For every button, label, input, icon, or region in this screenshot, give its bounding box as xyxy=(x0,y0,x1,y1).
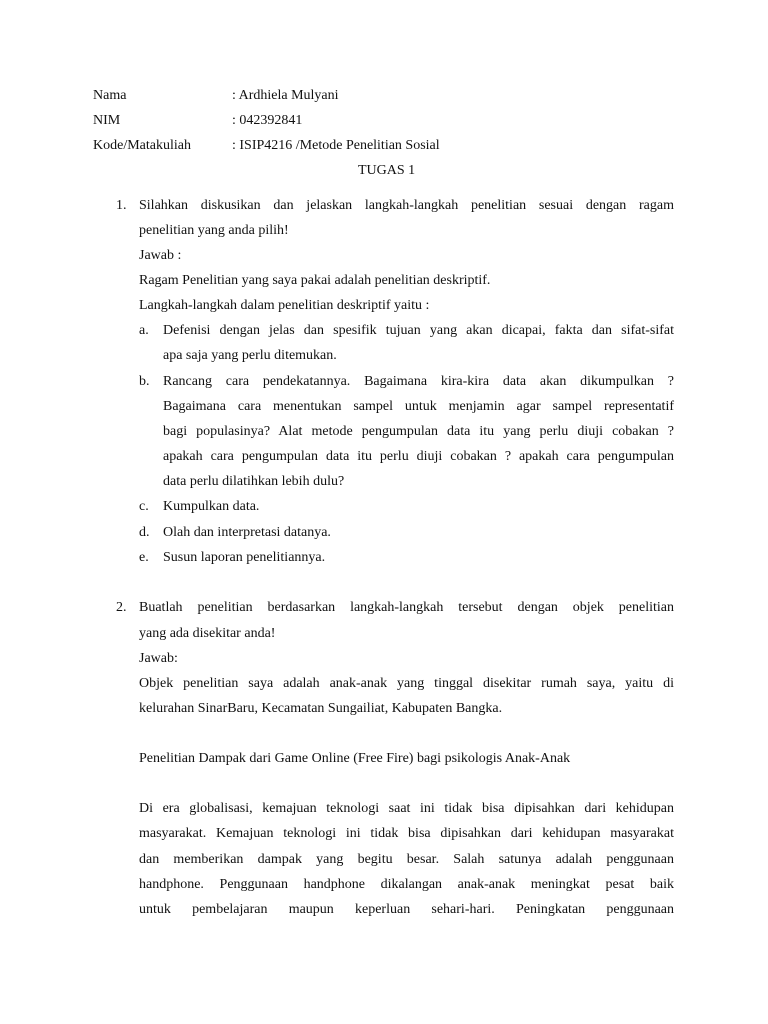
research-title: Penelitian Dampak dari Game Online (Free Fire) bagi psikologis Anak-Anak xyxy=(139,751,571,766)
question-1-line: Silahkan diskusikan dan jelaskan langkah-langkah penelitian sesuai dengan ragam xyxy=(139,198,674,213)
paragraph-line: untuk pembelajaran maupun keperluan sehari-hari. Peningkatan penggunaan xyxy=(139,902,674,917)
page-title: TUGAS 1 xyxy=(358,163,416,178)
list-item-line: Rancang cara pendekatannya. Bagaimana kira-kira data akan dikumpulkan ? xyxy=(163,374,674,389)
list-marker: c. xyxy=(139,499,149,514)
question-1-line: penelitian yang anda pilih! xyxy=(139,223,289,238)
steps-intro: Langkah-langkah dalam penelitian deskriptif yaitu : xyxy=(139,298,430,313)
list-marker: b. xyxy=(139,374,150,389)
list-item-line: apakah cara pengumpulan data itu perlu diuji cobakan ? apakah cara pengumpulan xyxy=(163,449,674,464)
answer-line: kelurahan SinarBaru, Kecamatan Sungailiat, Kabupaten Bangka. xyxy=(139,701,503,716)
list-item-line: Olah dan interpretasi datanya. xyxy=(163,525,331,540)
list-marker: e. xyxy=(139,550,149,565)
list-marker: a. xyxy=(139,323,149,338)
answer-label: Jawab : xyxy=(139,248,182,263)
question-2-line: Buatlah penelitian berdasarkan langkah-langkah tersebut dengan objek penelitian xyxy=(139,600,674,615)
paragraph-line: handphone. Penggunaan handphone dikalangan anak-anak meningkat pesat baik xyxy=(139,877,674,892)
question-number: 2. xyxy=(116,600,127,615)
list-item-line: bagi populasinya? Alat metode pengumpulan data itu yang perlu diuji cobakan ? xyxy=(163,424,674,439)
list-marker: d. xyxy=(139,525,150,540)
header-label-course: Kode/Matakuliah xyxy=(93,138,191,153)
answer-label: Jawab: xyxy=(139,651,178,666)
header-value-course: : ISIP4216 /Metode Penelitian Sosial xyxy=(232,138,440,153)
answer-line: Objek penelitian saya adalah anak-anak yang tinggal disekitar rumah saya, yaitu di xyxy=(139,676,674,691)
answer-intro: Ragam Penelitian yang saya pakai adalah penelitian deskriptif. xyxy=(139,273,491,288)
header-label-name: Nama xyxy=(93,88,127,103)
paragraph-line: Di era globalisasi, kemajuan teknologi saat ini tidak bisa dipisahkan dari kehidupan xyxy=(139,801,674,816)
question-2-line: yang ada disekitar anda! xyxy=(139,626,276,641)
paragraph-line: dan memberikan dampak yang begitu besar. Salah satunya adalah penggunaan xyxy=(139,852,674,867)
header-value-name: : Ardhiela Mulyani xyxy=(232,88,339,103)
list-item-line: data perlu dilatihkan lebih dulu? xyxy=(163,474,345,489)
list-item-line: Susun laporan penelitiannya. xyxy=(163,550,326,565)
header-label-nim: NIM xyxy=(93,113,121,128)
paragraph-line: masyarakat. Kemajuan teknologi ini tidak bisa dipisahkan dari kehidupan masyarakat xyxy=(139,826,674,841)
question-number: 1. xyxy=(116,198,127,213)
list-item-line: Bagaimana cara menentukan sampel untuk menjamin agar sampel representatif xyxy=(163,399,674,414)
list-item-line: Kumpulkan data. xyxy=(163,499,260,514)
list-item-line: apa saja yang perlu ditemukan. xyxy=(163,348,337,363)
header-value-nim: : 042392841 xyxy=(232,113,303,128)
list-item-line: Defenisi dengan jelas dan spesifik tujuan yang akan dicapai, fakta dan sifat-sifat xyxy=(163,323,674,338)
